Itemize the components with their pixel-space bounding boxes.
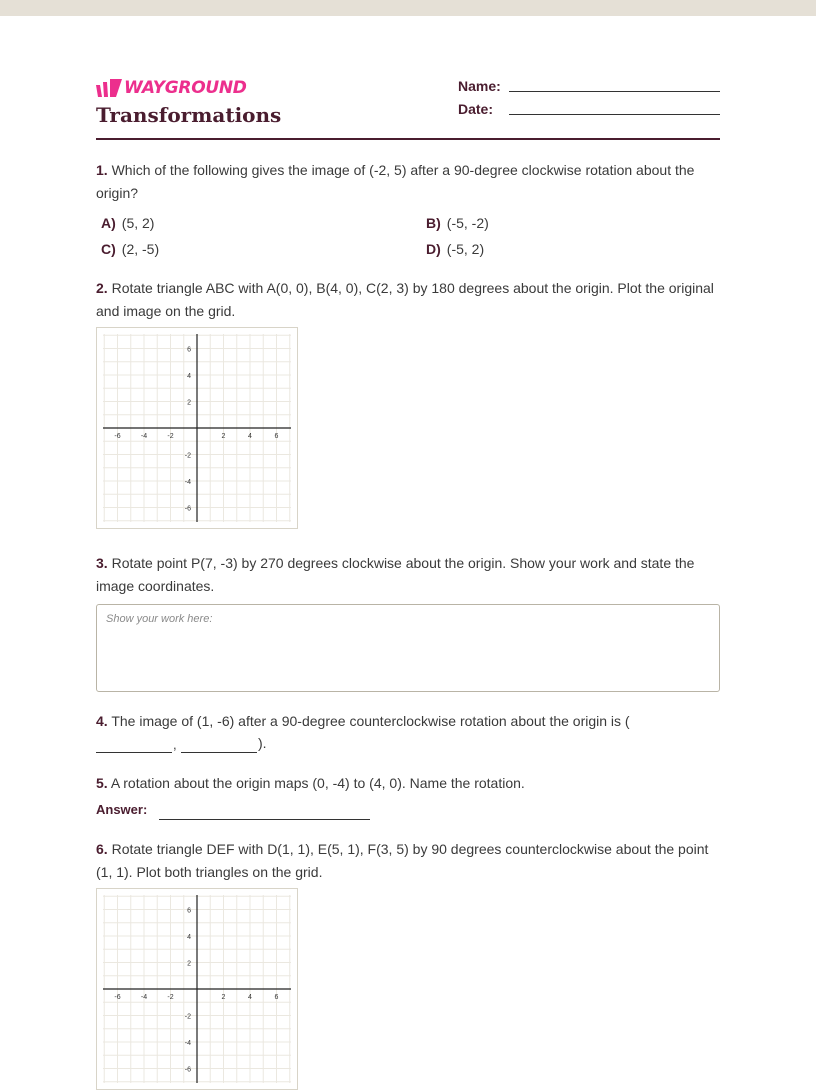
y-tick-label: 2 — [187, 960, 191, 968]
option-value: (-5, -2) — [446, 215, 489, 231]
closing-paren: ). — [258, 735, 267, 751]
question-4 — [96, 710, 724, 733]
x-tick-label: 6 — [274, 994, 279, 1001]
question-number: 4. — [96, 713, 108, 729]
option-a[interactable] — [101, 215, 154, 231]
question-number: 2. — [96, 280, 108, 296]
name-label: Name: — [458, 78, 501, 94]
comma-separator: , — [173, 737, 177, 752]
x-tick-label: -6 — [114, 433, 121, 440]
question-3 — [96, 552, 724, 597]
question-5 — [96, 772, 724, 795]
question-1 — [96, 159, 724, 204]
brand-name: WAYGROUND — [124, 78, 247, 98]
y-coordinate-blank[interactable] — [181, 738, 257, 753]
y-tick-label: -6 — [184, 505, 191, 513]
y-tick-label: -2 — [184, 1013, 191, 1021]
question-text: Rotate point P(7, -3) by 270 degrees clockwise about the origin. Show your work and state the image coordinates. — [96, 555, 695, 594]
top-bar — [0, 0, 816, 16]
question-text: The image of (1, -6) after a 90-degree counterclockwise rotation about the origin is ( — [111, 713, 630, 729]
question-text: Rotate triangle ABC with A(0, 0), B(4, 0), C(2, 3) by 180 degrees about the origin. Plot the original and image on the grid. — [96, 280, 714, 319]
coordinate-grid-2[interactable] — [96, 888, 298, 1090]
question-number: 3. — [96, 555, 108, 571]
question-6 — [96, 838, 724, 883]
answer-field[interactable] — [159, 805, 370, 820]
question-text: Which of the following gives the image of (-2, 5) after a 90-degree clockwise rotation about the origin? — [96, 162, 695, 201]
y-tick-label: 4 — [187, 373, 191, 380]
x-tick-label: 6 — [274, 433, 279, 440]
brand-logo — [96, 78, 247, 98]
date-label: Date: — [458, 101, 494, 117]
x-tick-label: 4 — [248, 433, 252, 440]
x-tick-label: -4 — [140, 433, 148, 440]
option-value: (-5, 2) — [446, 241, 485, 257]
date-field[interactable] — [509, 114, 720, 115]
question-2 — [96, 277, 724, 322]
option-letter: C) — [101, 241, 116, 257]
option-value: (5, 2) — [121, 215, 155, 231]
question-number: 6. — [96, 841, 108, 857]
y-tick-label: -2 — [184, 452, 191, 460]
option-d[interactable] — [426, 241, 484, 257]
option-letter: A) — [101, 215, 116, 231]
question-number: 1. — [96, 162, 108, 178]
coordinate-grid-1[interactable] — [96, 327, 298, 529]
x-tick-label: -6 — [114, 994, 121, 1001]
y-tick-label: 4 — [187, 934, 191, 941]
question-text: A rotation about the origin maps (0, -4) to (4, 0). Name the rotation. — [110, 775, 525, 791]
y-tick-label: 2 — [187, 399, 191, 407]
y-tick-label: -6 — [184, 1066, 191, 1074]
y-tick-label: 6 — [187, 346, 191, 354]
x-tick-label: 4 — [248, 994, 252, 1001]
option-value: (2, -5) — [121, 241, 160, 257]
y-tick-label: 6 — [187, 907, 191, 915]
option-c[interactable] — [101, 241, 159, 257]
x-tick-label: -2 — [167, 994, 174, 1001]
x-tick-label: 2 — [221, 994, 226, 1001]
x-tick-label: -4 — [140, 994, 148, 1001]
answer-label: Answer: — [96, 802, 148, 817]
option-b[interactable] — [426, 215, 489, 231]
wayground-logo-icon — [96, 79, 122, 97]
option-letter: D) — [426, 241, 441, 257]
y-tick-label: -4 — [184, 1040, 191, 1047]
work-area[interactable] — [96, 604, 720, 692]
header-divider — [96, 138, 720, 140]
work-area-placeholder: Show your work here: — [106, 613, 213, 625]
worksheet-title: Transformations — [96, 103, 282, 127]
option-letter: B) — [426, 215, 441, 231]
x-tick-label: -2 — [167, 433, 174, 440]
grid-svg — [97, 328, 297, 528]
question-text: Rotate triangle DEF with D(1, 1), E(5, 1), F(3, 5) by 90 degrees counterclockwise about the point (1, 1). Plot both triangles on the grid. — [96, 841, 709, 880]
grid-svg — [97, 889, 297, 1089]
x-tick-label: 2 — [221, 433, 226, 440]
question-number: 5. — [96, 775, 108, 791]
x-coordinate-blank[interactable] — [96, 738, 172, 753]
y-tick-label: -4 — [184, 479, 191, 486]
name-field[interactable] — [509, 91, 720, 92]
